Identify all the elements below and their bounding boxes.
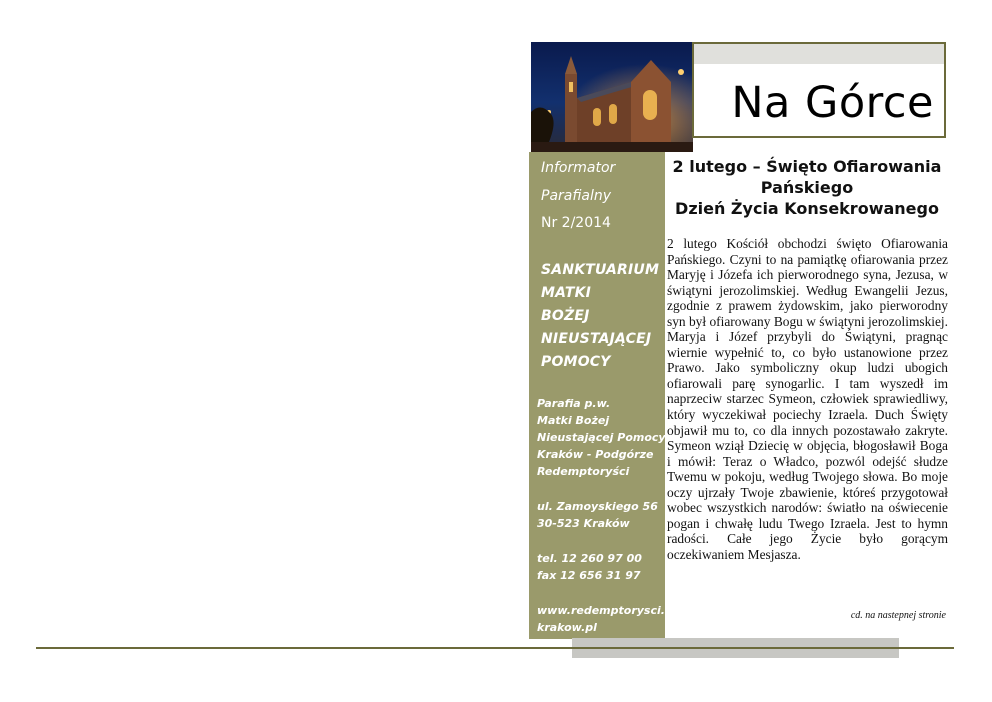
masthead (692, 42, 946, 138)
phone-number: tel. 12 260 97 00 (537, 552, 642, 565)
sanctuary-line: NIEUSTAJĄCEJ (541, 331, 652, 347)
sanctuary-line: SANKTUARIUM (541, 262, 660, 278)
website-line[interactable]: www.redemptorysci. (537, 604, 665, 617)
sidebar (529, 152, 665, 639)
parish-line: Matki Bożej (537, 414, 610, 427)
parish-line: Nieustającej Pomocy (537, 431, 666, 444)
sanctuary-line: BOŻEJ (541, 308, 590, 324)
parish-line: Parafia p.w. (537, 397, 611, 410)
sidebar-informator: Informator (541, 160, 616, 176)
address-line: 30-523 Kraków (537, 517, 630, 530)
parish-line: Redemptoryści (537, 465, 630, 478)
fax-number: fax 12 656 31 97 (537, 569, 641, 582)
footer-rule (36, 647, 954, 649)
church-photo (531, 42, 693, 152)
headline-line: Pańskiego (760, 178, 854, 197)
headline-line: 2 lutego – Święto Ofiarowania (672, 157, 942, 176)
newsletter-title: Na Górce (731, 78, 934, 128)
masthead-shade (694, 44, 944, 64)
website-line[interactable]: krakow.pl (537, 621, 597, 634)
parish-line: Kraków - Podgórze (537, 448, 654, 461)
address-line: ul. Zamoyskiego 56 (537, 500, 658, 513)
issue-number: Nr 2/2014 (541, 215, 611, 231)
article-body: 2 lutego Kościół obchodzi święto Ofiarowania Pańskiego. Czyni to na pamiątkę ofiarowania przez Maryję i Józefa ich pierworodnego syna, Jezusa, w świątyni jerozolimskiej. Według Ewangelii Jezus, zgodnie z prawem żydowskim, jako pierworodny syn był ofiarowany Bogu w świątyni jerozolimskiej. Maryja i Józef przybyli do Świątyni, pragnąc wiernie wypełnić to, co było ustanowione przez Prawo. Jako symboliczny okup ludzi ubogich ofiarowali parę synogarlic. I tam wyszedł im naprzeciw starzec Symeon, człowiek sprawiedliwy, który wyczekiwał pociechy Izraela. Duch Święty objawił mu to, co dla innych pozostawało zakryte. Symeon wziął Dziecię w objęcia, błogosławił Boga i mówił: Teraz o Władco, pozwól odejść słudze Twemu w pokoju, według Twojego słowa. Bo moje oczy ujrzały Twoje zbawienie, któreś przygotował wobec wszystkich narodów: światło na oświecenie pogan i chwałę ludu Twego Izraela. Jest to hymn radości. Całe jego Życie było gorącym oczekiwaniem Mesjasza. (667, 236, 948, 562)
church-illustration (531, 42, 693, 152)
headline-line: Dzień Życia Konsekrowanego (675, 199, 939, 218)
continued-note: cd. na nastepnej stronie (850, 610, 946, 621)
article-headline (666, 156, 948, 219)
sidebar-parafialny: Parafialny (541, 188, 612, 204)
sanctuary-line: POMOCY (541, 354, 611, 370)
sanctuary-line: MATKI (541, 285, 592, 301)
